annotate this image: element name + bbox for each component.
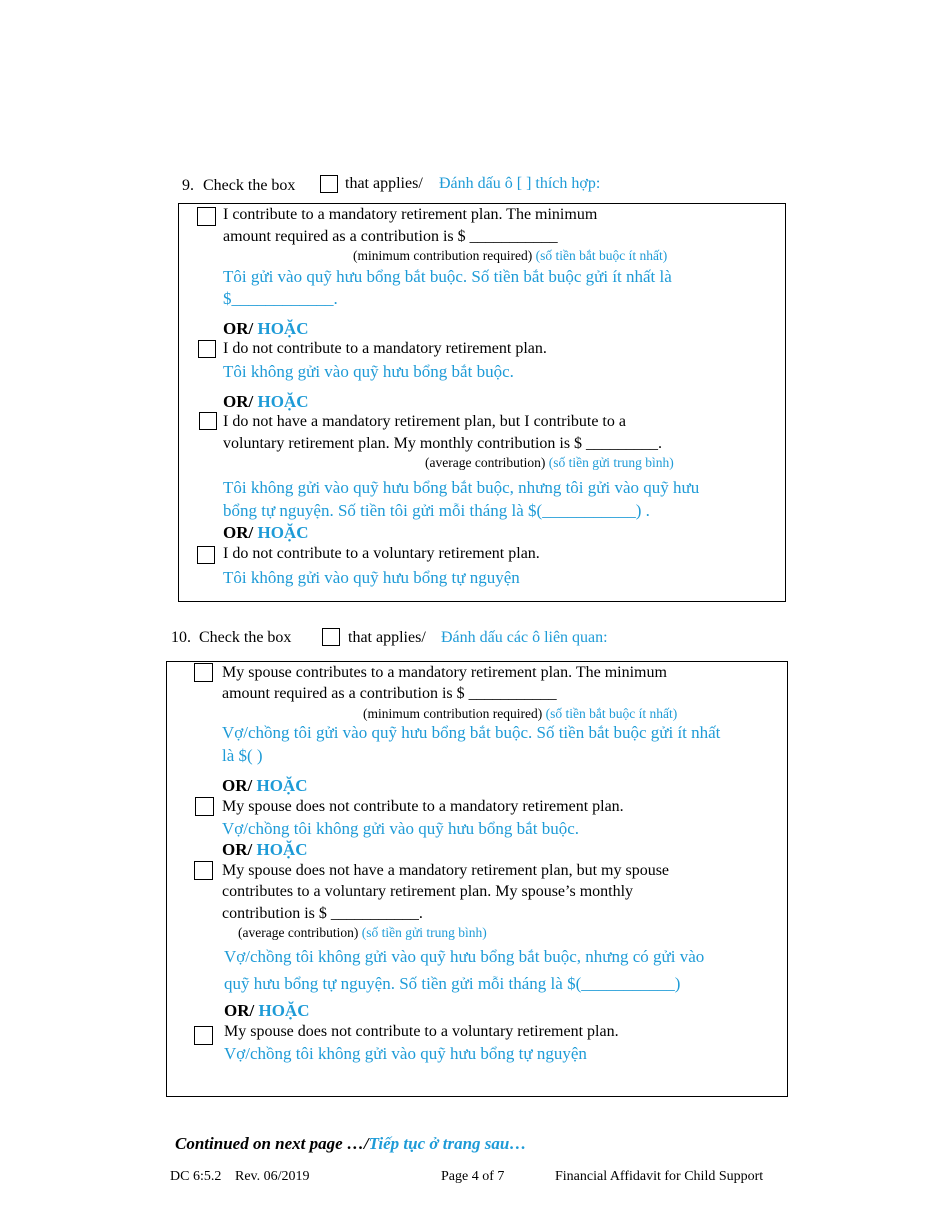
q10-option3-line3: contribution is $ ___________. [222, 905, 423, 922]
q10-option4-en: My spouse does not contribute to a voluntary retirement plan. [224, 1023, 619, 1040]
q9-or-2-en: OR/ [223, 392, 254, 411]
q9-option3-vi-line1: Tôi không gửi vào quỹ hưu bổng bắt buộc, nhưng tôi gửi vào quỹ hưu [223, 478, 700, 497]
q9-option1-note [353, 248, 667, 264]
q9-option2-vi: Tôi không gửi vào quỹ hưu bổng bắt buộc. [223, 362, 514, 381]
continued-vi: Tiếp tục ở trang sau… [368, 1134, 527, 1153]
footer-form-id: DC 6:5.2 [170, 1169, 222, 1184]
q10-option3-vi-line1: Vợ/chồng tôi không gửi vào quỹ hưu bổng bắt buộc, nhưng có gửi vào [224, 947, 705, 966]
q9-or-2-vi: HOẶC [257, 392, 309, 411]
continued-en: Continued on next page …/ [175, 1134, 369, 1153]
q10-option1-checkbox[interactable] [194, 663, 213, 682]
q9-option3-line2: voluntary retirement plan. My monthly contribution is $ _________. [223, 435, 663, 452]
continued-note [175, 1133, 526, 1155]
q10-option2-checkbox[interactable] [195, 797, 214, 816]
q9-check-the-box: Check the box [203, 177, 296, 194]
q10-option4-checkbox[interactable] [194, 1026, 213, 1045]
q10-option1-line2: amount required as a contribution is $ ___________ [222, 685, 557, 702]
q10-option3-note-vi: (số tiền gửi trung bình) [361, 925, 487, 940]
q9-or-3 [223, 522, 308, 544]
q9-option3-checkbox[interactable] [199, 412, 217, 430]
q10-legend-checkbox [322, 628, 340, 646]
q9-option1-note-en: (minimum contribution required) [353, 248, 533, 263]
q9-or-3-vi: HOẶC [257, 523, 309, 542]
q9-legend-checkbox [320, 175, 338, 193]
q9-option3-line1: I do not have a mandatory retirement plan, but I contribute to a [223, 413, 626, 430]
q10-or-3-vi: HOẶC [258, 1001, 310, 1020]
q9-option3-note [425, 455, 674, 471]
q9-option1-line1: I contribute to a mandatory retirement plan. The minimum [223, 206, 598, 223]
q10-check-the-box: Check the box [199, 629, 292, 646]
q10-option1-note-en: (minimum contribution required) [363, 706, 543, 721]
q9-option4-vi: Tôi không gửi vào quỹ hưu bổng tự nguyện [223, 568, 520, 587]
q9-option4-en: I do not contribute to a voluntary retirement plan. [223, 545, 540, 562]
q10-option1-line1: My spouse contributes to a mandatory retirement plan. The minimum [222, 664, 667, 681]
footer-form-title: Financial Affidavit for Child Support [555, 1169, 764, 1184]
q9-option1-note-vi: (số tiền bắt buộc ít nhất) [535, 248, 668, 263]
q9-that-applies: that applies/ [345, 175, 423, 192]
q9-option1-vi-line2: $____________. [223, 289, 338, 308]
q9-option3-note-en: (average contribution) [425, 455, 546, 470]
q10-option2-vi: Vợ/chồng tôi không gửi vào quỹ hưu bổng bắt buộc. [222, 819, 579, 838]
q10-that-applies: that applies/ [348, 629, 426, 646]
footer-revision: Rev. 06/2019 [235, 1169, 310, 1184]
q10-or-3 [224, 1000, 309, 1022]
q10-option3-vi-line2: quỹ hưu bổng tự nguyện. Số tiền gửi mỗi tháng là $(___________) [224, 974, 681, 993]
q9-option3-note-vi: (số tiền gửi trung bình) [548, 455, 674, 470]
q10-option1-vi-line2: là $( ) [222, 746, 263, 765]
q9-or-1-vi: HOẶC [257, 319, 309, 338]
q10-or-2 [222, 839, 307, 861]
q9-or-1 [223, 318, 308, 340]
q10-option3-checkbox[interactable] [194, 861, 213, 880]
q9-option2-en: I do not contribute to a mandatory retirement plan. [223, 340, 547, 357]
q9-option1-line2: amount required as a contribution is $ ___________ [223, 228, 558, 245]
q10-or-2-vi: HOẶC [256, 840, 308, 859]
q10-option3-note-en: (average contribution) [238, 925, 359, 940]
q9-or-2 [223, 391, 308, 413]
q9-or-1-en: OR/ [223, 319, 254, 338]
q10-option3-line2: contributes to a voluntary retirement plan. My spouse’s monthly [222, 883, 634, 900]
footer-page-number: Page 4 of 7 [441, 1169, 505, 1184]
q10-or-1 [222, 775, 307, 797]
q10-option1-note-vi: (số tiền bắt buộc ít nhất) [545, 706, 678, 721]
q10-or-1-en: OR/ [222, 776, 253, 795]
q9-option2-checkbox[interactable] [198, 340, 216, 358]
q9-option4-checkbox[interactable] [197, 546, 215, 564]
q10-option2-en: My spouse does not contribute to a mandatory retirement plan. [222, 798, 624, 815]
q10-option1-vi-line1: Vợ/chồng tôi gửi vào quỹ hưu bổng bắt buộc. Số tiền bắt buộc gửi ít nhất [222, 723, 721, 742]
q10-option4-vi: Vợ/chồng tôi không gửi vào quỹ hưu bổng tự nguyện [224, 1044, 587, 1063]
q9-number: 9. [182, 177, 194, 194]
q9-or-3-en: OR/ [223, 523, 254, 542]
q9-option1-checkbox[interactable] [197, 207, 216, 226]
q10-vi-header: Đánh dấu các ô liên quan: [441, 629, 608, 646]
q10-or-3-en: OR/ [224, 1001, 255, 1020]
q10-option3-line1: My spouse does not have a mandatory retirement plan, but my spouse [222, 862, 670, 879]
q10-number: 10. [171, 629, 191, 646]
q10-or-2-en: OR/ [222, 840, 253, 859]
q9-option1-vi-line1: Tôi gửi vào quỹ hưu bổng bắt buộc. Số tiền bắt buộc gửi ít nhất là [223, 267, 672, 286]
q10-or-1-vi: HOẶC [256, 776, 308, 795]
q9-vi-header: Đánh dấu ô [ ] thích hợp: [439, 175, 601, 192]
q10-option1-note [363, 706, 677, 722]
q10-option3-note [238, 925, 487, 941]
q9-option3-vi-line2: bổng tự nguyện. Số tiền tôi gửi mỗi tháng là $(___________) . [223, 501, 650, 520]
